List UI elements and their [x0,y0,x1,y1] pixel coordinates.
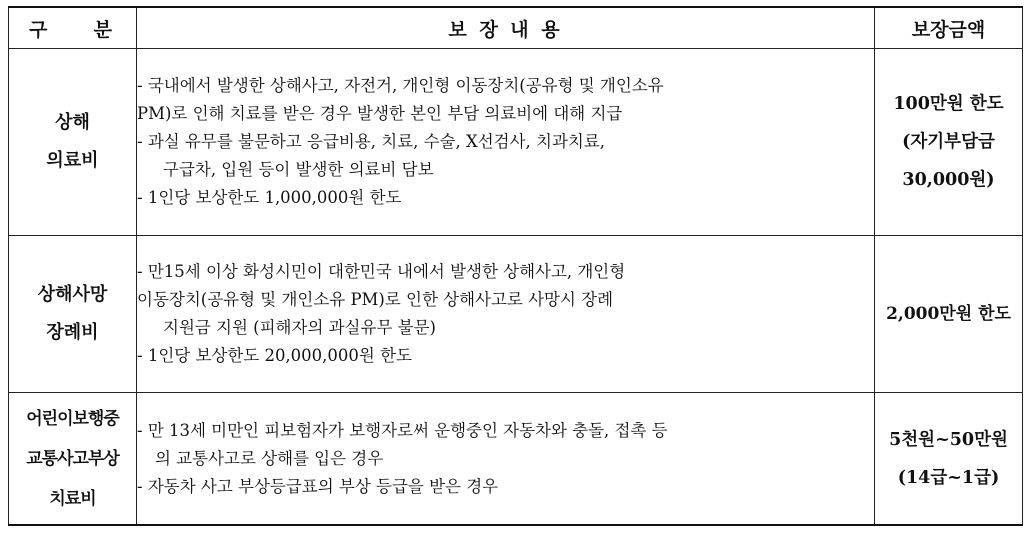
row-amount [875,49,1023,236]
category-line: 의료비 [46,150,99,171]
content-line: - 1인당 보상한도 1,000,000원 한도 [137,188,402,207]
row-category [9,236,137,393]
category-line: 치료비 [49,488,96,509]
content-line: - 자동차 사고 부상등급표의 부상 등급을 받은 경우 [137,476,499,496]
header-content [137,7,875,49]
category-line: 상해 [55,112,90,133]
amount-line: 100만원 한도 [893,94,1004,114]
row-content [137,49,875,236]
row-amount [875,393,1023,526]
header-category-char-1: 구 [29,18,48,41]
coverage-table [8,6,1023,526]
header-amount-label: 보장금액 [911,18,986,41]
amount-line: 30,000원) [902,170,995,190]
content-line: 이동장치(공유형 및 개인소유 PM)로 인한 상해사고로 사망시 장례 [137,290,614,309]
header-amount [875,7,1023,49]
amount-line: (자기부담금 [902,132,995,152]
row-category [9,49,137,236]
table-header-row [9,7,1023,49]
content-line: - 만15세 이상 화성시민이 대한민국 내에서 발생한 상해사고, 개인형 [137,262,626,281]
row-content [137,393,875,526]
category-line: 어린이보행중 [26,408,119,429]
amount-line: 2,000만원 한도 [886,304,1011,324]
content-line: PM)로 인해 치료를 받은 경우 발생한 본인 부담 의료비에 대해 지급 [137,104,623,123]
row-category [9,393,137,526]
category-line: 교통사고부상 [26,448,119,469]
content-line: - 과실 유무를 불문하고 응급비용, 치료, 수술, X선검사, 치과치료, [137,132,606,151]
category-line: 장례비 [46,322,99,343]
amount-line: (14급~1급) [897,467,1000,488]
content-line: - 국내에서 발생한 상해사고, 자전거, 개인형 이동장치(공유형 및 개인소유 [137,76,664,95]
row-amount [875,236,1023,393]
row-content [137,236,875,393]
content-line: - 1인당 보상한도 20,000,000원 한도 [137,346,412,365]
amount-line: 5천원~50만원 [889,429,1008,450]
table-row [9,236,1023,393]
header-category-char-2: 분 [93,18,112,41]
table-row [9,393,1023,526]
content-line: 구급차, 입원 등이 발생한 의료비 담보 [163,160,434,179]
content-line: - 만 13세 미만인 피보험자가 보행자로써 운행중인 자동차와 충돌, 접촉 등 [137,420,668,440]
header-content-label: 보 장 내 용 [448,18,563,41]
content-line: 지원금 지원 (피해자의 과실유무 불문) [163,318,436,337]
content-line: 의 교통사고로 상해를 입은 경우 [155,448,384,468]
header-category [9,7,137,49]
category-line: 상해사망 [37,284,108,305]
table-row [9,49,1023,236]
